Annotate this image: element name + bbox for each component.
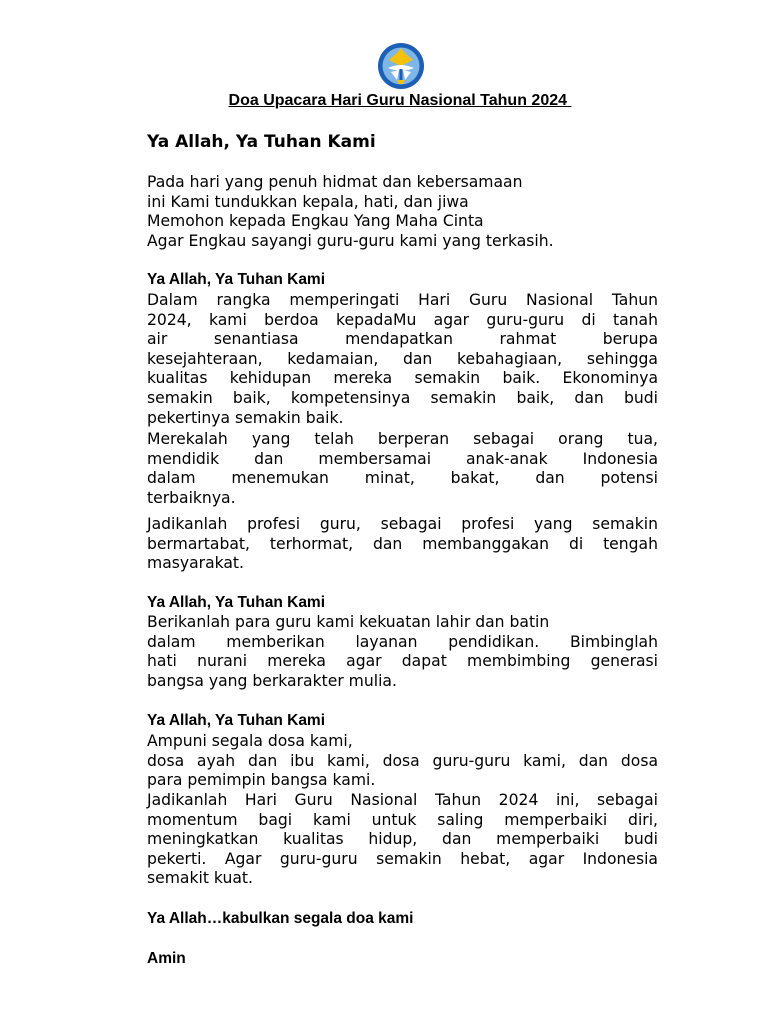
section-heading-2: Ya Allah, Ya Tuhan Kami [147, 271, 326, 288]
ministry-emblem-icon [377, 42, 425, 90]
stanza-line: Memohon kepada Engkau Yang Maha Cinta [147, 212, 484, 231]
paragraph-line: kualitas kehidupan mereka semakin baik. Ekonominya [147, 369, 658, 388]
paragraph-line: dalam menemukan minat, bakat, dan potensi [147, 469, 658, 488]
paragraph-line: terbaiknya. [147, 488, 236, 507]
paragraph-line: air senantiasa mendapatkan rahmat berupa [147, 330, 658, 349]
amen: Amin [147, 950, 186, 967]
section-heading-3: Ya Allah, Ya Tuhan Kami [147, 594, 326, 611]
paragraph-momentum [147, 791, 658, 889]
paragraph-line: Berikanlah para guru kami kekuatan lahir dan batin [147, 613, 550, 631]
paragraph-line: bangsa yang berkarakter mulia. [147, 671, 397, 690]
paragraph-line: momentum bagi kami untuk saling memperbaiki diri, [147, 810, 658, 829]
section-heading-4: Ya Allah, Ya Tuhan Kami [147, 712, 326, 729]
opening-invocation: Ya Allah, Ya Tuhan Kami [147, 132, 376, 152]
paragraph-line: bermartabat, terhormat, dan membanggakan di tengah [147, 534, 658, 553]
paragraph-line: Jadikanlah Hari Guru Nasional Tahun 2024 ini, sebagai [147, 791, 658, 809]
paragraph-line: semakit kuat. [147, 869, 253, 888]
stanza-line: ini Kami tundukkan kepala, hati, dan jiwa [147, 192, 469, 211]
paragraph-line: kesejahteraan, kedamaian, dan kebahagiaan, sehingga [147, 349, 658, 368]
paragraph-line: pekertinya semakin baik. [147, 408, 344, 427]
stanza-opening [147, 173, 658, 251]
paragraph-forgiveness [147, 732, 658, 791]
paragraph-line: mendidik dan membersamai anak-anak Indonesia [147, 449, 658, 468]
paragraph-line: Merekalah yang telah berperan sebagai orang tua, [147, 430, 658, 448]
document-title: Doa Upacara Hari Guru Nasional Tahun 2024 [228, 92, 572, 109]
paragraph-profession [147, 515, 658, 574]
paragraph-line: meningkatkan kualitas hidup, dan memperbaiki budi [147, 830, 658, 849]
paragraph-line: hati nurani mereka agar dapat membimbing generasi [147, 652, 658, 671]
paragraph-line: masyarakat. [147, 554, 245, 573]
paragraph-commemoration [147, 291, 658, 428]
closing-prayer: Ya Allah…kabulkan segala doa kami [147, 910, 414, 927]
paragraph-line: dosa ayah dan ibu kami, dosa guru-guru kami, dan dosa [147, 751, 658, 770]
paragraph-role [147, 430, 658, 508]
paragraph-line: pekerti. Agar guru-guru semakin hebat, agar Indonesia [147, 849, 658, 868]
paragraph-line: Ampuni segala dosa kami, [147, 732, 353, 750]
paragraph-line: semakin baik, kompetensinya semakin baik, dan budi [147, 388, 658, 407]
paragraph-line: Jadikanlah profesi guru, sebagai profesi yang semakin [147, 515, 658, 533]
stanza-line: Pada hari yang penuh hidmat dan kebersamaan [147, 173, 523, 191]
paragraph-line: Dalam rangka memperingati Hari Guru Nasional Tahun [147, 291, 658, 309]
paragraph-line: dalam memberikan layanan pendidikan. Bimbinglah [147, 632, 658, 651]
paragraph-line: para pemimpin bangsa kami. [147, 771, 376, 790]
stanza-line: Agar Engkau sayangi guru-guru kami yang terkasih. [147, 231, 554, 250]
paragraph-strength [147, 613, 658, 691]
paragraph-line: 2024, kami berdoa kepadaMu agar guru-guru di tanah [147, 310, 658, 329]
